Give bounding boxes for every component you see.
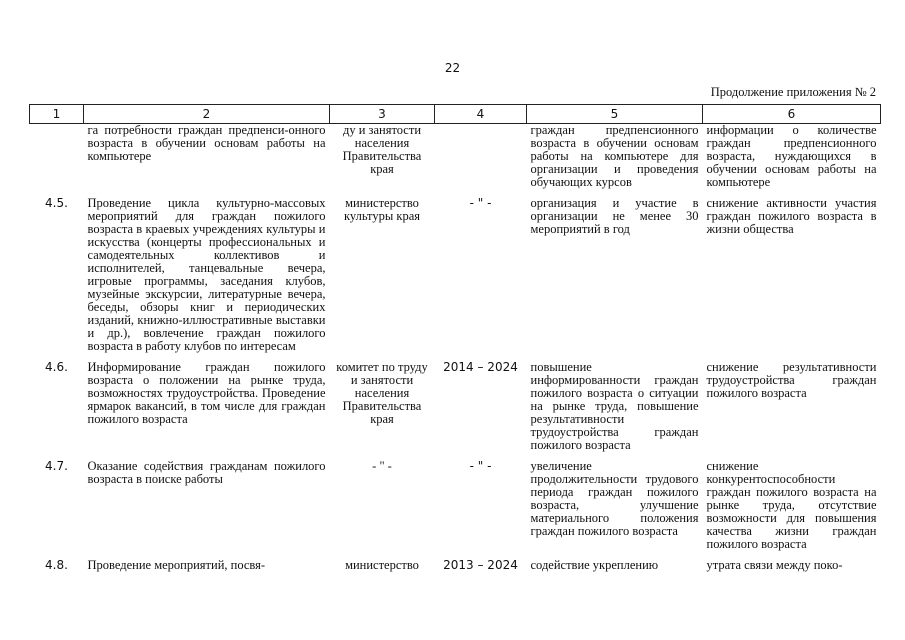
row-number: 4.6. — [45, 360, 68, 374]
row-number: 4.7. — [45, 459, 68, 473]
measure-cell: Информирование граждан пожилого возраста о положении на рынке труда, возможностях трудоустройства. Проведение ярмарок вакансий, в том числе для граждан пожилого возраста — [87, 360, 326, 426]
executor-cell: министерство — [345, 558, 419, 572]
table-row — [30, 559, 881, 580]
row-number: 4.5. — [45, 196, 68, 210]
table-row — [30, 460, 881, 559]
executor-cell: комитет по труду и занятости населения Правительства края — [336, 360, 428, 426]
executor-cell: - " - — [372, 459, 392, 473]
header-col-1: 1 — [30, 105, 84, 124]
term-cell: 2014 – 2024 — [443, 360, 518, 374]
term-cell: 2013 – 2024 — [443, 558, 518, 572]
continuation-note: Продолжение приложения № 2 — [710, 85, 876, 99]
table-row — [30, 197, 881, 361]
row-number — [30, 124, 84, 198]
page-number: 22 — [444, 61, 461, 75]
executor-cell: ду и занятости населения Правительства края — [342, 123, 422, 176]
header-col-4: 4 — [435, 105, 527, 124]
header-col-6: 6 — [703, 105, 881, 124]
consequence-cell: снижение активности участия граждан пожилого возраста в жизни общества — [706, 196, 877, 236]
result-cell: граждан предпенсионного возраста в обучении основам работы на компьютере для организации и проведения обучающих курсов — [530, 123, 699, 189]
header-col-2: 2 — [84, 105, 330, 124]
table-row — [30, 361, 881, 460]
term-cell — [435, 124, 527, 198]
consequence-cell: снижение результативности трудоустройства граждан пожилого возраста — [706, 360, 877, 400]
measures-table — [29, 104, 881, 580]
executor-cell: министерство культуры края — [343, 196, 420, 223]
result-cell: содействие укреплению — [530, 558, 659, 572]
consequence-cell: снижение конкурентоспособности граждан пожилого возраста на рынке труда, отсутствие возможности для повышения качества жизни граждан пожилого возраста — [706, 459, 877, 551]
header-row — [30, 105, 881, 124]
measure-cell: Проведение мероприятий, посвя- — [87, 558, 266, 572]
row-number: 4.8. — [45, 558, 68, 572]
result-cell: увеличение продолжительности трудового периода граждан пожилого возраста, улучшение материального положения граждан пожилого возраста — [530, 459, 699, 538]
measure-cell: Оказание содействия гражданам пожилого возраста в поиске работы — [87, 459, 326, 486]
table-row — [30, 124, 881, 198]
measure-cell: га потребности граждан предпенси-онного возраста в обучении основам работы на компьютере — [87, 123, 326, 163]
term-cell: - " - — [469, 196, 492, 210]
header-col-5: 5 — [527, 105, 703, 124]
term-cell: - " - — [469, 459, 492, 473]
header-col-3: 3 — [330, 105, 435, 124]
measure-cell: Проведение цикла культурно-массовых мероприятий для граждан пожилого возраста в краевых учреждениях культуры и искусства (концерты профессиональных и самодеятельных коллективов и исполнителей, танцевальные вечера, игровые программы, заседания клубов, музейные экскурсии, литературные вечера, беседы, обзоры книг и периодических изданий, книжно-иллюстративные выставки и др.), вовлечение граждан пожилого возраста в работу клубов по интересам — [87, 196, 326, 353]
result-cell: организация и участие в организации не менее 30 мероприятий в год — [530, 196, 699, 236]
consequence-cell: утрата связи между поко- — [706, 558, 843, 572]
consequence-cell: информации о количестве граждан предпенсионного возраста, нуждающихся в обучении основам работы на компьютере — [706, 123, 877, 189]
result-cell: повышение информированности граждан пожилого возраста о ситуации на рынке труда, повышение результативности трудоустройства граждан пожилого возраста — [530, 360, 699, 452]
